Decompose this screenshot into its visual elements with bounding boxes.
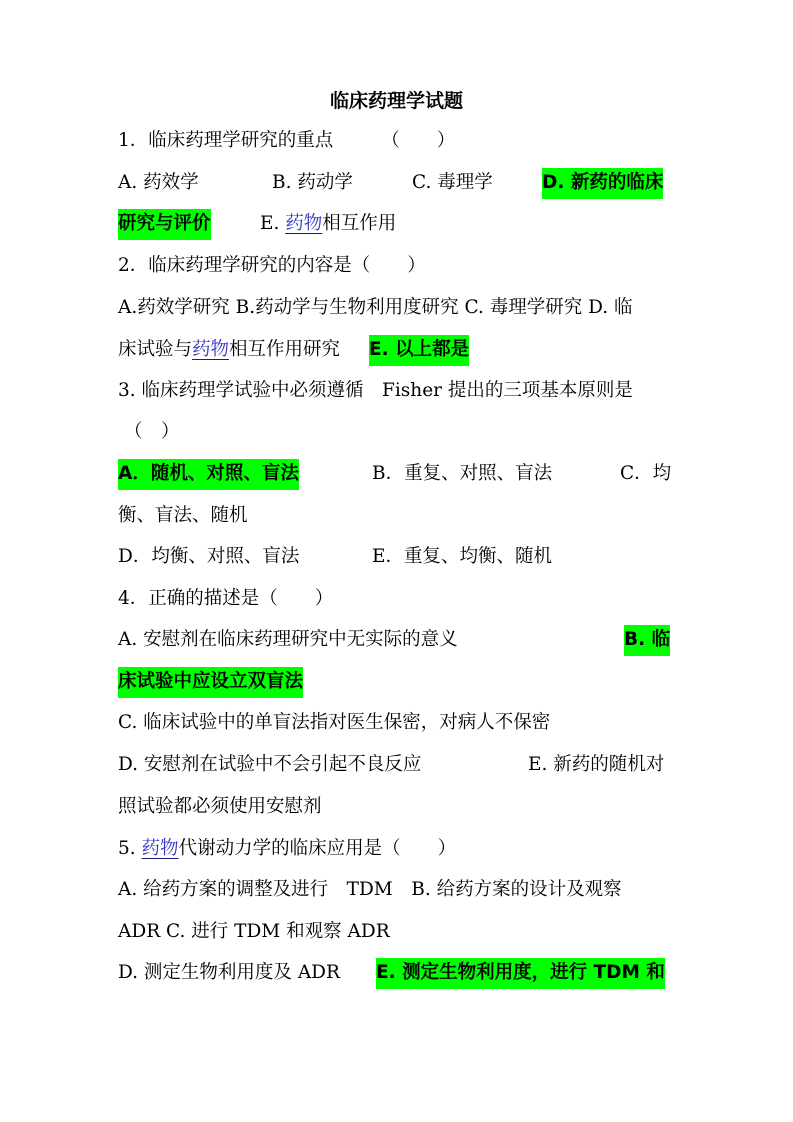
answer-blank: （ ） bbox=[381, 130, 456, 151]
question-2-options-line1 bbox=[118, 294, 633, 322]
question-3-blank bbox=[124, 418, 180, 446]
drug-link[interactable]: 药物 bbox=[141, 838, 179, 859]
option-b: B. 药动学 bbox=[272, 172, 353, 193]
correct-answer-highlight: E. 以上都是 bbox=[369, 335, 469, 366]
question-4-option-c bbox=[118, 709, 550, 737]
options-text: A.药效学研究 B.药动学与生物利用度研究 C. 毒理学研究 D. 临 bbox=[118, 297, 633, 318]
option-c: C. 毒理学 bbox=[412, 172, 493, 193]
question-4-option-b-cont bbox=[118, 668, 303, 696]
correct-answer-highlight: 研究与评价 bbox=[118, 209, 211, 240]
option-a: A. 安慰剂在临床药理研究中无实际的意义 bbox=[118, 629, 458, 650]
option-d: D. 测定生物利用度及 ADR bbox=[118, 962, 340, 983]
question-text: 代谢动力学的临床应用是（ ） bbox=[178, 838, 457, 859]
question-1-stem bbox=[118, 127, 455, 155]
option-d: D．均衡、对照、盲法 bbox=[118, 546, 300, 567]
question-1-option-c bbox=[412, 169, 493, 197]
option-e-cont: 照试验都必须使用安慰剂 bbox=[118, 796, 322, 817]
correct-answer-highlight: A．随机、对照、盲法 bbox=[118, 459, 299, 490]
question-4-option-e bbox=[528, 751, 664, 779]
question-5-options-line2 bbox=[118, 918, 390, 946]
question-3-option-c bbox=[620, 460, 671, 488]
question-2-stem bbox=[118, 252, 426, 280]
question-4-option-d bbox=[118, 751, 421, 779]
option-c: C. 临床试验中的单盲法指对医生保密，对病人不保密 bbox=[118, 712, 551, 733]
option-a: A. 药效学 bbox=[118, 172, 199, 193]
options-text: A. 给药方案的调整及进行 TDM B. 给药方案的设计及观察 bbox=[118, 879, 622, 900]
question-2-options-line2 bbox=[118, 336, 340, 364]
option-d-text-rest: 相互作用研究 bbox=[229, 339, 341, 360]
question-5-stem bbox=[118, 835, 456, 863]
question-1-option-d bbox=[542, 169, 663, 197]
question-3-stem bbox=[118, 377, 633, 405]
question-3-option-b bbox=[372, 460, 552, 488]
option-c-cont: 衡、盲法、随机 bbox=[118, 505, 248, 526]
question-4-option-e-cont bbox=[118, 793, 322, 821]
option-b: B．重复、对照、盲法 bbox=[372, 463, 553, 484]
question-3-option-d bbox=[118, 543, 299, 571]
drug-link[interactable]: 药物 bbox=[285, 213, 323, 234]
option-e-text: 相互作用 bbox=[322, 213, 397, 234]
question-number: 5. bbox=[118, 838, 142, 859]
option-e: E. 新药的随机对 bbox=[528, 754, 665, 775]
question-3-option-e bbox=[372, 543, 552, 571]
question-5-option-e bbox=[376, 959, 665, 987]
option-d: D. 安慰剂在试验中不会引起不良反应 bbox=[118, 754, 422, 775]
correct-answer-highlight: E. 测定生物利用度，进行 TDM 和 bbox=[376, 958, 665, 989]
correct-answer-highlight: 床试验中应设立双盲法 bbox=[118, 667, 303, 698]
correct-answer-highlight: B. 临 bbox=[624, 625, 670, 656]
option-d-text: 床试验与 bbox=[118, 339, 193, 360]
option-e-label: E. bbox=[260, 213, 286, 234]
option-c: C．均 bbox=[620, 463, 672, 484]
question-text: 1．临床药理学研究的重点 bbox=[118, 130, 334, 151]
question-5-option-d bbox=[118, 959, 340, 987]
question-2-option-e bbox=[369, 336, 469, 364]
question-4-option-a bbox=[118, 626, 458, 654]
page-title: 临床药理学试题 bbox=[329, 90, 463, 112]
question-4-option-b bbox=[624, 626, 670, 654]
question-1-options bbox=[118, 169, 199, 197]
question-5-options-line1 bbox=[118, 876, 622, 904]
question-1-option-b bbox=[272, 169, 353, 197]
question-3-option-c-cont bbox=[118, 502, 248, 530]
question-text: 4．正确的描述是（ ） bbox=[118, 588, 334, 609]
options-text: ADR C. 进行 TDM 和观察 ADR bbox=[118, 921, 390, 942]
question-text: 3. 临床药理学试验中必须遵循 Fisher 提出的三项基本原则是 bbox=[118, 380, 633, 401]
option-e: E．重复、均衡、随机 bbox=[372, 546, 553, 567]
answer-blank: （ ） bbox=[124, 421, 180, 442]
question-1-option-e bbox=[260, 210, 396, 238]
correct-answer-highlight: D. 新药的临床 bbox=[542, 168, 663, 199]
question-text: 2．临床药理学研究的内容是（ ） bbox=[118, 255, 426, 276]
question-1-option-d-cont bbox=[118, 210, 211, 238]
drug-link[interactable]: 药物 bbox=[192, 339, 230, 360]
question-4-stem bbox=[118, 585, 333, 613]
question-3-option-a bbox=[118, 460, 299, 488]
